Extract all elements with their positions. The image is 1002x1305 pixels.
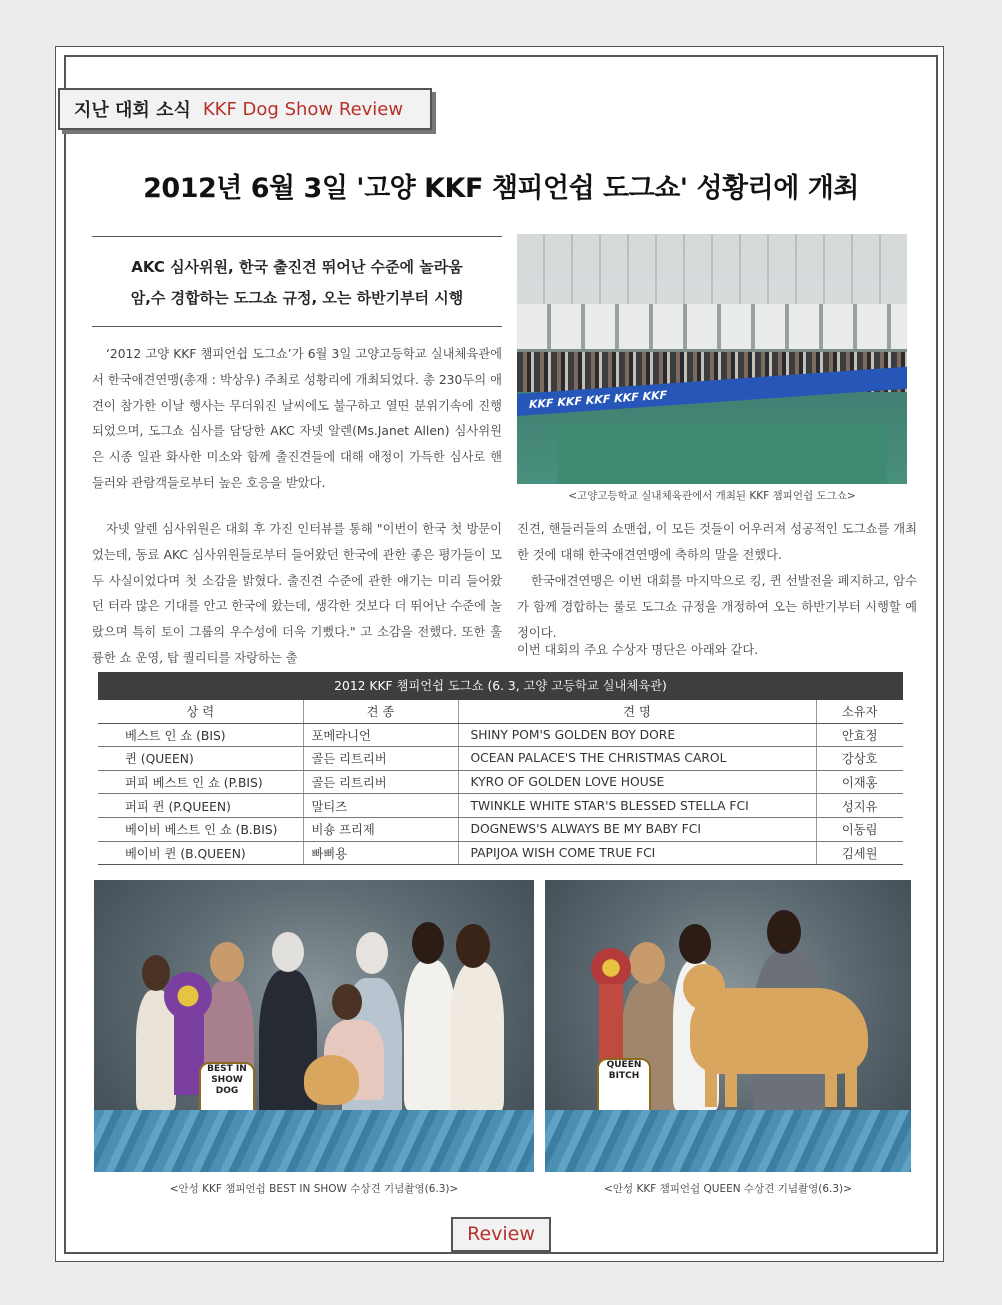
section-tab-english: KKF Dog Show Review xyxy=(202,98,404,120)
cell-dog-name: TWINKLE WHITE STAR'S BLESSED STELLA FCI xyxy=(458,794,816,818)
queen-trophy-sub: BITCH xyxy=(608,1071,640,1081)
article-headline: 2012년 6월 3일 '고양 KKF 챔피언쉽 도그쇼' 성황리에 개최 xyxy=(143,173,859,204)
cell-award: 퍼피 베스트 인 쇼 (P.BIS) xyxy=(98,770,303,794)
paragraph-1: ‘2012 고양 KKF 챔피언쉽 도그쇼’가 6월 3일 고양고등학교 실내체육관에서 한국애견연맹(총재 : 박상우) 주최로 성황리에 개최되었다. 총 230두의 애견이 참가한 이날 행사는 무더워진 날씨에도 불구하고 열띤 분위기속에 진행되었으며, 도그쇼 심사를 담당한 AKC 자넷 알렌(Ms.Janet Allen) 심사위원은 시종 일관 화사한 미소와 함께 출진견들에 대해 애정이 가득한 심사로 핸들러와 관람객들로부터 높은 호응을 받았다. xyxy=(92,347,502,490)
cell-dog-name: OCEAN PALACE'S THE CHRISTMAS CAROL xyxy=(458,747,816,771)
queen-photo-caption: <안성 KKF 챔피언쉽 QUEEN 수상견 기념촬영(6.3)> xyxy=(604,1183,852,1195)
queen-group-photo xyxy=(545,880,911,1172)
queen-trophy-text: QUEEN xyxy=(606,1060,642,1070)
subhead-bottom-rule xyxy=(92,326,502,327)
paragraph-2: 자넷 알렌 심사위원은 대회 후 가진 인터뷰를 통해 "이번이 한국 첫 방문이었는데, 동료 AKC 심사위원들로부터 들어왔던 한국에 관한 좋은 평가들이 모두 사실이었다며 첫 소감을 밝혔다. 출진견 수준에 관한 얘기는 미리 들어왔던 터라 많은 기대를 안고 한국에 왔는데, 생각한 것보다 더 뛰어난 수준에 놀랐으며 특히 토이 그룹의 우수성에 더욱 기뻤다." 고 소감을 전했다. 또한 훌륭한 쇼 운영, 탑 퀄리티를 자랑하는 출 xyxy=(92,522,502,665)
bis-trophy-sub: DOG xyxy=(215,1086,239,1096)
paragraph-3: 진견, 핸들러들의 쇼맨쉽, 이 모든 것들이 어우러져 성공적인 도그쇼를 개최한 것에 대해 한국애견연맹에 축하의 말을 전했다. xyxy=(517,522,917,562)
cell-dog-name: SHINY POM'S GOLDEN BOY DORE xyxy=(458,723,816,747)
cell-owner: 성지유 xyxy=(816,794,903,818)
cell-dog-name: KYRO OF GOLDEN LOVE HOUSE xyxy=(458,770,816,794)
cell-breed: 비숑 프리제 xyxy=(303,817,458,841)
table-row xyxy=(98,747,903,771)
footer-review-tab: Review xyxy=(451,1217,551,1252)
gym-photo xyxy=(517,234,907,484)
section-tab xyxy=(58,88,432,130)
header-dog-name: 견 명 xyxy=(458,700,816,723)
table-row xyxy=(98,794,903,818)
cell-breed: 말티즈 xyxy=(303,794,458,818)
subhead-top-rule xyxy=(92,236,502,237)
cell-award: 베스트 인 쇼 (BIS) xyxy=(98,723,303,747)
table-row xyxy=(98,817,903,841)
cell-award: 베이비 베스트 인 쇼 (B.BIS) xyxy=(98,817,303,841)
section-tab-korean: 지난 대회 소식 xyxy=(74,100,191,121)
cell-owner: 이재홍 xyxy=(816,770,903,794)
bis-group-photo xyxy=(94,880,534,1172)
header-owner: 소유자 xyxy=(816,700,903,723)
cell-award: 퍼피 퀸 (P.QUEEN) xyxy=(98,794,303,818)
gym-photo-caption: <고양고등학교 실내체육관에서 개최된 KKF 챔피언쉽 도그쇼> xyxy=(568,490,856,502)
table-row xyxy=(98,723,903,747)
awards-table xyxy=(98,700,903,865)
bis-trophy-text: BEST IN SHOW xyxy=(207,1064,247,1085)
gym-banner-text: KKF KKF KKF KKF KKF xyxy=(529,388,668,412)
header-breed: 견 종 xyxy=(303,700,458,723)
cell-breed: 골든 리트리버 xyxy=(303,770,458,794)
cell-breed: 포메라니언 xyxy=(303,723,458,747)
cell-owner: 김세원 xyxy=(816,841,903,865)
bis-photo-caption: <안성 KKF 챔피언쉽 BEST IN SHOW 수상견 기념촬영(6.3)> xyxy=(169,1183,459,1195)
subhead-2: 암,수 경합하는 도그쇼 규정, 오는 하반기부터 시행 xyxy=(130,289,464,307)
subhead-1: AKC 심사위원, 한국 출진견 뛰어난 수준에 놀라움 xyxy=(131,258,463,276)
paragraph-4: 한국애견연맹은 이번 대회를 마지막으로 킹, 퀸 선발전을 폐지하고, 암수가 함께 경합하는 룰로 도그쇼 규정을 개정하여 오는 하반기부터 시행할 예정이다. xyxy=(517,574,917,640)
cell-breed: 골든 리트리버 xyxy=(303,747,458,771)
cell-owner: 강상호 xyxy=(816,747,903,771)
cell-award: 베이비 퀸 (B.QUEEN) xyxy=(98,841,303,865)
cell-owner: 안효정 xyxy=(816,723,903,747)
awards-table-header-row xyxy=(98,700,903,723)
header-award: 상 력 xyxy=(98,700,303,723)
cell-dog-name: PAPIJOA WISH COME TRUE FCI xyxy=(458,841,816,865)
awards-table-title: 2012 KKF 챔피언쉽 도그쇼 (6. 3, 고양 고등학교 실내체육관) xyxy=(98,672,903,700)
cell-breed: 빠삐용 xyxy=(303,841,458,865)
paragraph-5: 이번 대회의 주요 수상자 명단은 아래와 같다. xyxy=(517,643,759,657)
table-row xyxy=(98,841,903,865)
cell-award: 퀸 (QUEEN) xyxy=(98,747,303,771)
table-row xyxy=(98,770,903,794)
cell-owner: 이동림 xyxy=(816,817,903,841)
cell-dog-name: DOGNEWS'S ALWAYS BE MY BABY FCI xyxy=(458,817,816,841)
